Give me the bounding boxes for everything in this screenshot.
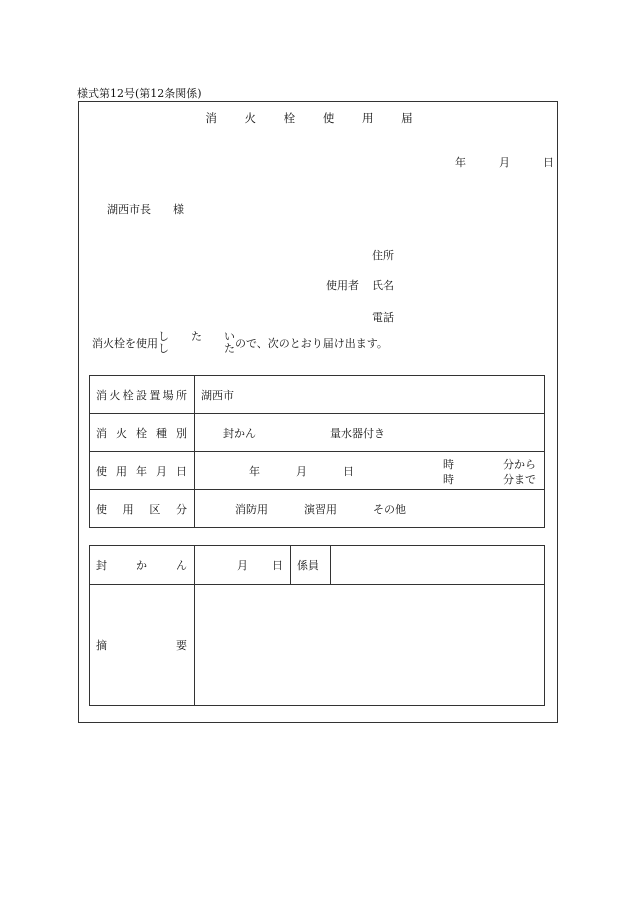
to-suffix: 分まで [503,473,536,486]
addressee [107,201,184,217]
seal-date[interactable] [195,546,291,585]
option-sealed[interactable]: 封かん [223,426,256,440]
hydrant-type-options [195,414,545,452]
statement-prefix: 消火栓を使用 [92,337,158,350]
location-value[interactable]: 湖西市 [195,376,545,414]
usage-date-value[interactable] [195,452,545,490]
seal-day: 日 [272,559,283,572]
statement [92,331,388,357]
option-other[interactable]: その他 [373,502,406,516]
phone-label: 電話 [372,311,394,324]
form-title: 消 火 栓 使 用 届 [205,111,425,125]
remarks-row [90,585,545,706]
statement-option-top: し た い [158,330,235,343]
hour-from: 時 [443,458,454,471]
location-row [90,376,545,414]
statement-option-bottom: し た [158,342,235,355]
form-number: 様式第12号(第12条関係) [77,87,202,100]
addressee-name: 湖西市長 [107,203,151,216]
staff-label: 係員 [291,546,331,585]
option-firefighting[interactable]: 消防用 [235,502,268,516]
submission-date [455,154,554,170]
option-drill[interactable]: 演習用 [304,502,337,516]
usage-category-label: 使用区分 [90,490,195,528]
statement-options [158,331,235,355]
option-meter[interactable]: 量水器付き [330,426,385,440]
usage-category-options [195,490,545,528]
applicant-role-label: 使用者 [326,279,359,292]
name-label: 氏名 [372,279,394,292]
day-label: 日 [543,156,554,169]
from-suffix: 分から [503,458,536,471]
statement-suffix: ので、次のとおり届け出ます。 [235,337,388,350]
year-label: 年 [455,156,466,169]
addressee-honorific: 様 [173,203,184,216]
staff-value[interactable] [331,546,545,585]
hour-to: 時 [443,473,454,486]
usage-month: 月 [296,465,307,478]
usage-year: 年 [249,465,260,478]
hydrant-type-label: 消火栓種別 [90,414,195,452]
remarks-value[interactable] [195,585,545,706]
office-table [89,545,545,706]
usage-category-row [90,490,545,528]
address-label: 住所 [372,249,394,262]
month-label: 月 [499,156,510,169]
usage-day: 日 [343,465,354,478]
hydrant-type-row [90,414,545,452]
location-label: 消火栓設置場所 [90,376,195,414]
seal-row [90,546,545,585]
usage-date-row [90,452,545,490]
seal-month: 月 [237,559,248,572]
remarks-label: 摘要 [90,585,195,706]
details-table [89,375,545,528]
seal-label: 封かん [90,546,195,585]
usage-date-label: 使用年月日 [90,452,195,490]
